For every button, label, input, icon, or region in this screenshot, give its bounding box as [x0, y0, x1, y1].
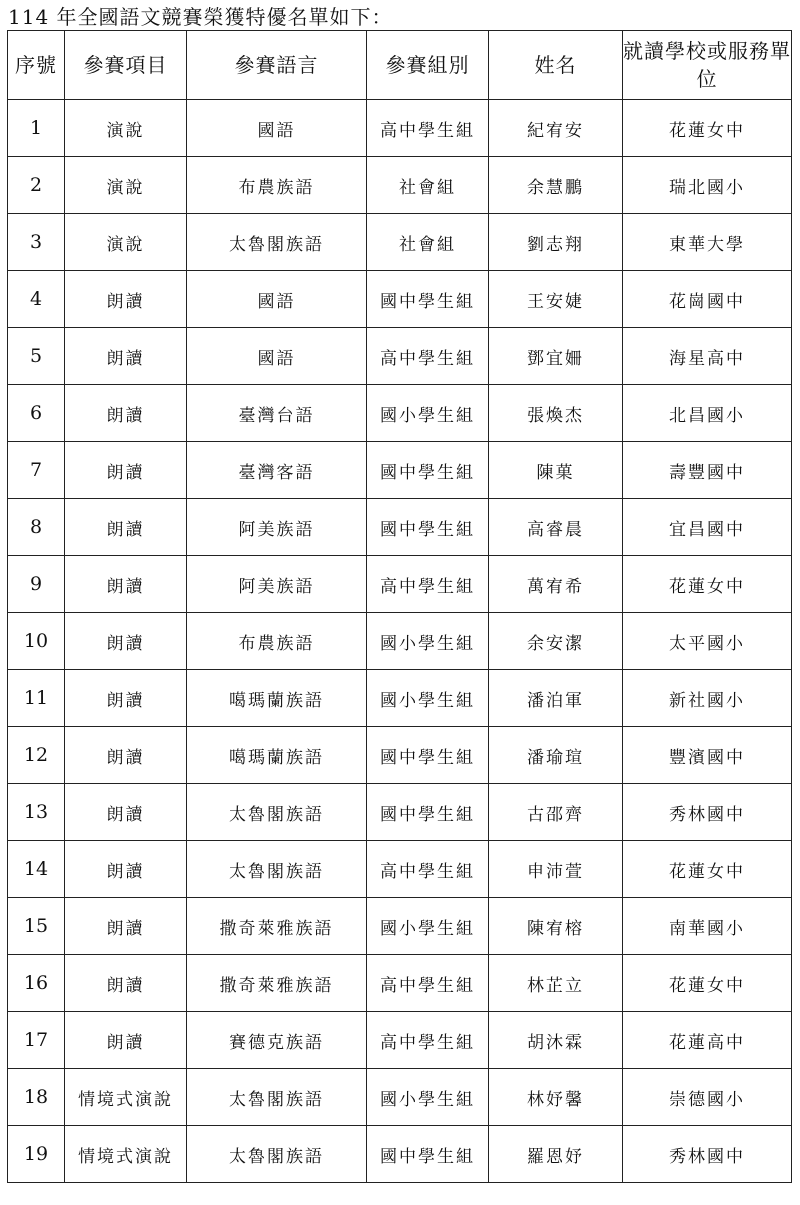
cell-school-or-unit: 東華大學 — [623, 214, 792, 271]
cell-serial-number: 3 — [8, 214, 65, 271]
table-row — [8, 1069, 792, 1126]
cell-name: 林妤馨 — [489, 1069, 623, 1126]
cell-school-or-unit: 豐濱國中 — [623, 727, 792, 784]
cell-name: 陳宥榕 — [489, 898, 623, 955]
table-row — [8, 214, 792, 271]
table-row — [8, 442, 792, 499]
cell-school-or-unit: 崇德國小 — [623, 1069, 792, 1126]
cell-contest-item: 演說 — [65, 157, 187, 214]
cell-contest-group: 高中學生組 — [367, 841, 489, 898]
cell-name: 陳菓 — [489, 442, 623, 499]
cell-serial-number: 19 — [8, 1126, 65, 1183]
cell-contest-group: 高中學生組 — [367, 1012, 489, 1069]
cell-contest-group: 高中學生組 — [367, 100, 489, 157]
cell-contest-item: 朗讀 — [65, 328, 187, 385]
table-row — [8, 727, 792, 784]
cell-contest-item: 朗讀 — [65, 955, 187, 1012]
cell-contest-language: 臺灣台語 — [187, 385, 367, 442]
cell-name: 劉志翔 — [489, 214, 623, 271]
table-row — [8, 100, 792, 157]
cell-name: 余安潔 — [489, 613, 623, 670]
award-winners-table — [7, 30, 792, 1183]
cell-contest-language: 阿美族語 — [187, 499, 367, 556]
cell-serial-number: 16 — [8, 955, 65, 1012]
cell-contest-item: 情境式演說 — [65, 1069, 187, 1126]
table-body — [8, 100, 792, 1183]
cell-name: 古邵齊 — [489, 784, 623, 841]
cell-contest-language: 太魯閣族語 — [187, 214, 367, 271]
header-school-or-unit: 就讀學校或服務單位 — [623, 31, 792, 100]
table-header-row — [8, 31, 792, 100]
cell-name: 王安婕 — [489, 271, 623, 328]
cell-name: 申沛萱 — [489, 841, 623, 898]
cell-contest-item: 朗讀 — [65, 385, 187, 442]
cell-name: 余慧鵬 — [489, 157, 623, 214]
cell-school-or-unit: 新社國小 — [623, 670, 792, 727]
cell-contest-group: 國中學生組 — [367, 271, 489, 328]
cell-contest-language: 布農族語 — [187, 157, 367, 214]
cell-contest-language: 臺灣客語 — [187, 442, 367, 499]
table-row — [8, 841, 792, 898]
table-row — [8, 1126, 792, 1183]
cell-contest-item: 朗讀 — [65, 613, 187, 670]
cell-school-or-unit: 花崗國中 — [623, 271, 792, 328]
cell-serial-number: 2 — [8, 157, 65, 214]
table-row — [8, 499, 792, 556]
cell-contest-item: 朗讀 — [65, 670, 187, 727]
cell-contest-language: 布農族語 — [187, 613, 367, 670]
cell-school-or-unit: 花蓮女中 — [623, 100, 792, 157]
cell-contest-language: 撒奇萊雅族語 — [187, 955, 367, 1012]
document-title: 114 年全國語文競賽榮獲特優名單如下： — [8, 5, 393, 29]
cell-name: 張煥杰 — [489, 385, 623, 442]
cell-contest-language: 太魯閣族語 — [187, 784, 367, 841]
table-row — [8, 556, 792, 613]
cell-contest-group: 國小學生組 — [367, 1069, 489, 1126]
cell-contest-item: 朗讀 — [65, 442, 187, 499]
cell-name: 潘瑜瑄 — [489, 727, 623, 784]
cell-school-or-unit: 瑞北國小 — [623, 157, 792, 214]
cell-school-or-unit: 秀林國中 — [623, 1126, 792, 1183]
cell-serial-number: 10 — [8, 613, 65, 670]
cell-contest-language: 賽德克族語 — [187, 1012, 367, 1069]
cell-contest-item: 演說 — [65, 214, 187, 271]
cell-school-or-unit: 花蓮女中 — [623, 841, 792, 898]
cell-name: 鄧宜姍 — [489, 328, 623, 385]
cell-contest-group: 國小學生組 — [367, 385, 489, 442]
cell-contest-item: 朗讀 — [65, 1012, 187, 1069]
cell-serial-number: 11 — [8, 670, 65, 727]
cell-serial-number: 17 — [8, 1012, 65, 1069]
cell-serial-number: 5 — [8, 328, 65, 385]
cell-contest-language: 國語 — [187, 271, 367, 328]
cell-contest-item: 朗讀 — [65, 841, 187, 898]
cell-contest-language: 撒奇萊雅族語 — [187, 898, 367, 955]
cell-contest-language: 噶瑪蘭族語 — [187, 727, 367, 784]
cell-contest-language: 阿美族語 — [187, 556, 367, 613]
cell-contest-group: 社會組 — [367, 157, 489, 214]
cell-contest-language: 國語 — [187, 100, 367, 157]
cell-name: 胡沐霖 — [489, 1012, 623, 1069]
cell-serial-number: 1 — [8, 100, 65, 157]
cell-serial-number: 15 — [8, 898, 65, 955]
cell-serial-number: 14 — [8, 841, 65, 898]
cell-serial-number: 18 — [8, 1069, 65, 1126]
cell-contest-group: 國小學生組 — [367, 613, 489, 670]
cell-contest-language: 太魯閣族語 — [187, 1069, 367, 1126]
cell-name: 潘泊軍 — [489, 670, 623, 727]
header-serial-number: 序號 — [8, 31, 65, 100]
cell-contest-language: 國語 — [187, 328, 367, 385]
cell-contest-group: 國中學生組 — [367, 1126, 489, 1183]
cell-contest-language: 太魯閣族語 — [187, 841, 367, 898]
table-row — [8, 271, 792, 328]
cell-school-or-unit: 秀林國中 — [623, 784, 792, 841]
table-row — [8, 613, 792, 670]
table-row — [8, 784, 792, 841]
cell-contest-item: 情境式演說 — [65, 1126, 187, 1183]
cell-contest-group: 社會組 — [367, 214, 489, 271]
cell-contest-group: 國中學生組 — [367, 499, 489, 556]
table-row — [8, 157, 792, 214]
cell-contest-item: 朗讀 — [65, 727, 187, 784]
cell-contest-group: 高中學生組 — [367, 955, 489, 1012]
cell-serial-number: 8 — [8, 499, 65, 556]
table-row — [8, 955, 792, 1012]
cell-serial-number: 9 — [8, 556, 65, 613]
header-contest-item: 參賽項目 — [65, 31, 187, 100]
header-contest-language: 參賽語言 — [187, 31, 367, 100]
cell-contest-item: 朗讀 — [65, 784, 187, 841]
cell-school-or-unit: 南華國小 — [623, 898, 792, 955]
cell-school-or-unit: 花蓮女中 — [623, 556, 792, 613]
cell-school-or-unit: 宜昌國中 — [623, 499, 792, 556]
cell-serial-number: 6 — [8, 385, 65, 442]
cell-contest-item: 朗讀 — [65, 556, 187, 613]
cell-school-or-unit: 花蓮女中 — [623, 955, 792, 1012]
table-row — [8, 1012, 792, 1069]
cell-name: 羅恩妤 — [489, 1126, 623, 1183]
header-contest-group: 參賽組別 — [367, 31, 489, 100]
cell-school-or-unit: 太平國小 — [623, 613, 792, 670]
cell-contest-language: 太魯閣族語 — [187, 1126, 367, 1183]
table-row — [8, 328, 792, 385]
cell-serial-number: 13 — [8, 784, 65, 841]
cell-contest-group: 國中學生組 — [367, 727, 489, 784]
cell-school-or-unit: 北昌國小 — [623, 385, 792, 442]
cell-name: 林芷立 — [489, 955, 623, 1012]
cell-school-or-unit: 壽豐國中 — [623, 442, 792, 499]
cell-contest-language: 噶瑪蘭族語 — [187, 670, 367, 727]
table-row — [8, 670, 792, 727]
cell-contest-group: 高中學生組 — [367, 328, 489, 385]
cell-contest-item: 朗讀 — [65, 898, 187, 955]
table-row — [8, 898, 792, 955]
cell-contest-group: 高中學生組 — [367, 556, 489, 613]
cell-contest-item: 演說 — [65, 100, 187, 157]
cell-name: 萬宥希 — [489, 556, 623, 613]
cell-contest-item: 朗讀 — [65, 271, 187, 328]
cell-school-or-unit: 花蓮高中 — [623, 1012, 792, 1069]
cell-serial-number: 12 — [8, 727, 65, 784]
cell-contest-item: 朗讀 — [65, 499, 187, 556]
cell-school-or-unit: 海星高中 — [623, 328, 792, 385]
cell-contest-group: 國小學生組 — [367, 898, 489, 955]
cell-name: 高睿晨 — [489, 499, 623, 556]
cell-contest-group: 國中學生組 — [367, 784, 489, 841]
cell-contest-group: 國中學生組 — [367, 442, 489, 499]
cell-serial-number: 7 — [8, 442, 65, 499]
table-row — [8, 385, 792, 442]
cell-contest-group: 國小學生組 — [367, 670, 489, 727]
cell-serial-number: 4 — [8, 271, 65, 328]
header-name: 姓名 — [489, 31, 623, 100]
cell-name: 紀宥安 — [489, 100, 623, 157]
